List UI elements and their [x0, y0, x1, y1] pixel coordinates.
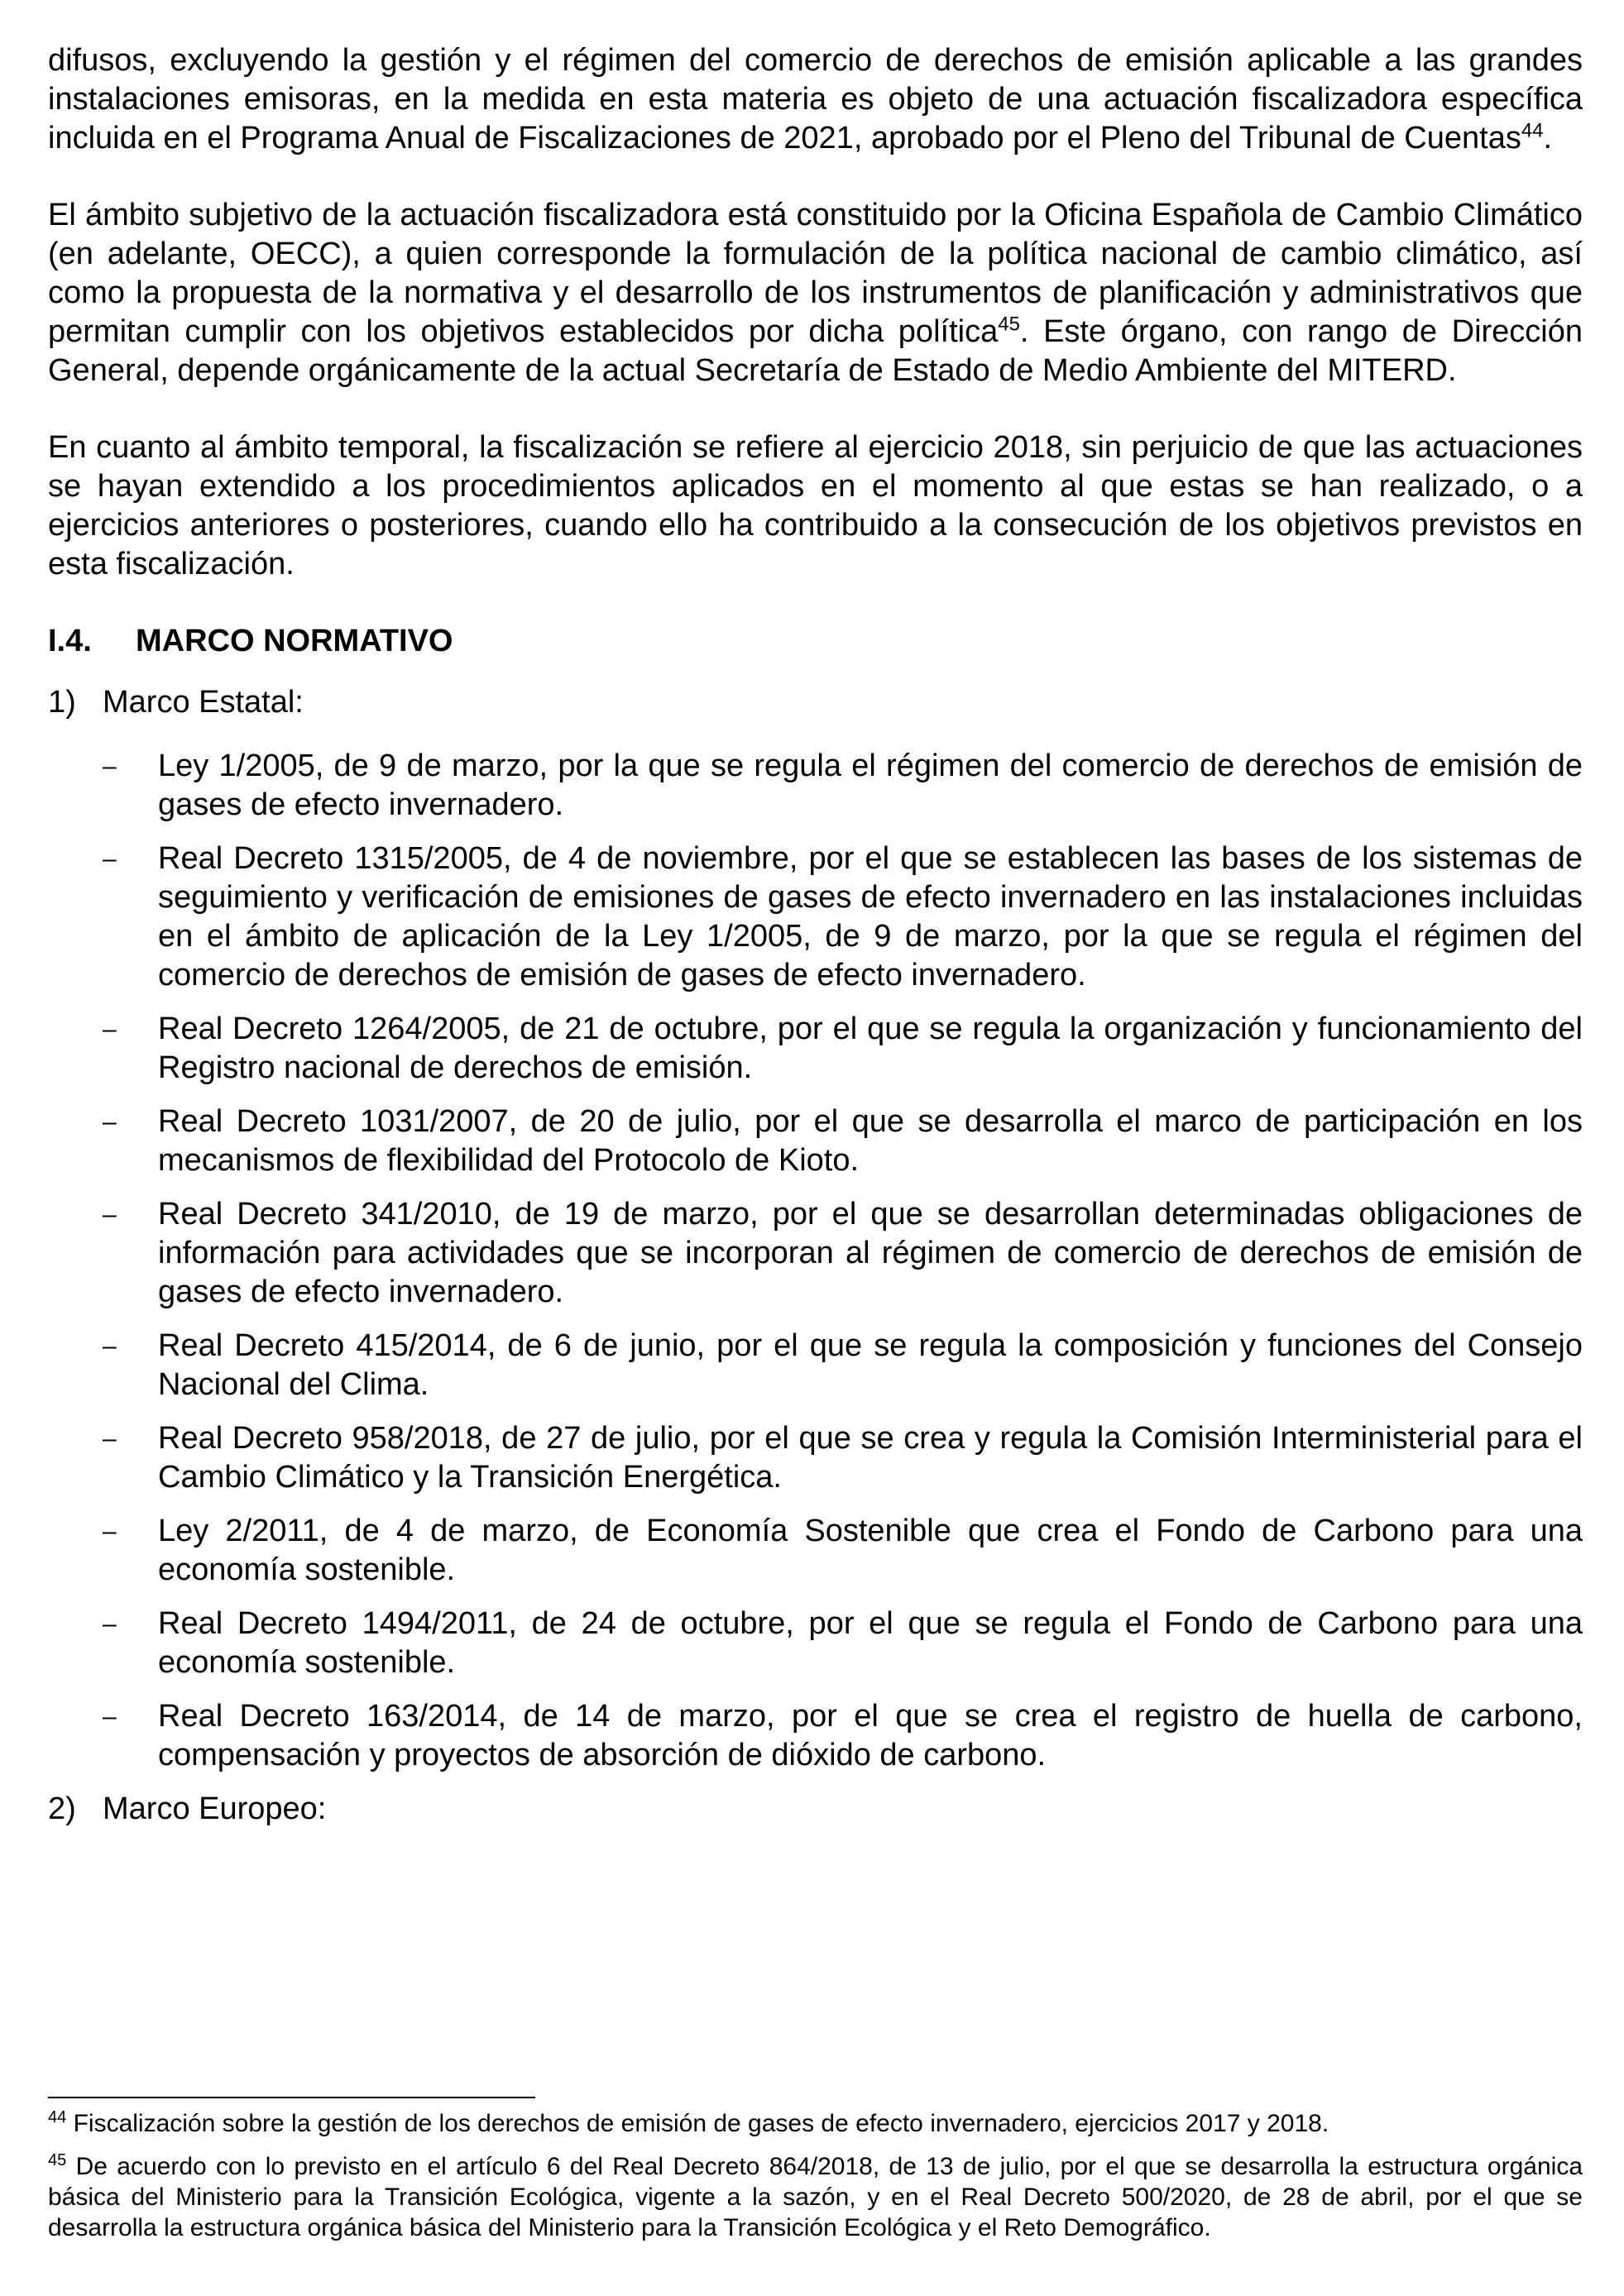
list-item: – Real Decreto 163/2014, de 14 de marzo, por el que se crea el registro de huella de carbono, compensación y proyectos de absorción de dióxido de carbono. [48, 1697, 1583, 1775]
framework-heading-europeo [48, 1790, 1583, 1829]
footnote-number: 44 [48, 2108, 67, 2126]
section-title: MARCO NORMATIVO [136, 624, 453, 658]
paragraph-scope-intro: difusos, excluyendo la gestión y el régimen del comercio de derechos de emisión aplicable a las grandes instalaciones emisoras, en la medida en esta materia es objeto de una actuación fiscalizadora específica incluida en el Programa Anual de Fiscalizaciones de 2021, aprobado por el Pleno del Tribunal de Cuentas$^{44}$. [48, 43, 1583, 155]
framework-label: Marco Estatal: [103, 685, 304, 720]
list-item: – Real Decreto 1031/2007, de 20 de julio, por el que se desarrolla el marco de participación en los mecanismos de flexibilidad del Protocolo de Kioto. [48, 1103, 1583, 1180]
footnote-ref-45[interactable]: 45 [998, 313, 1020, 336]
list-item: – Ley 1/2005, de 9 de marzo, por la que se regula el régimen del comercio de derechos de emisión de gases de efecto invernadero. [48, 747, 1583, 825]
dash-bullet-icon: – [103, 1016, 117, 1043]
dash-bullet-icon: – [103, 1425, 117, 1452]
footnotes [48, 2108, 1583, 2255]
list-item: – Ley 2/2011, de 4 de marzo, de Economía Sostenible que crea el Fondo de Carbono para una economía sostenible. [48, 1512, 1583, 1590]
footnote-separator [48, 2097, 535, 2098]
dash-bullet-icon: – [103, 1108, 117, 1136]
list-item: – Real Decreto 1315/2005, de 4 de noviembre, por el que se establecen las bases de los sistemas de seguimiento y verificación de emisiones de gases de efecto invernadero en las instalaciones incluidas en el ámbito de aplicación de la Ley 1/2005, de 9 de marzo, por la que se regula el régimen del comercio de derechos de emisión de gases de efecto invernadero. [48, 839, 1583, 995]
list-item: – Real Decreto 341/2010, de 19 de marzo, por el que se desarrollan determinadas obligaciones de información para actividades que se incorporan al régimen de comercio de derechos de emisión de gases de efecto invernadero. [48, 1195, 1583, 1312]
section-number: I.4. [48, 624, 92, 658]
framework-heading-estatal [48, 683, 1583, 722]
framework-index: 1) [48, 685, 76, 720]
framework-label: Marco Europeo: [103, 1791, 327, 1826]
dash-bullet-icon: – [103, 1703, 117, 1730]
dash-bullet-icon: – [103, 1201, 117, 1228]
dash-bullet-icon: – [103, 1518, 117, 1545]
footnote-44: $^{44}$ Fiscalización sobre la gestión de los derechos de emisión de gases de efecto invernadero, ejercicios 2017 y 2018. [48, 2108, 1329, 2137]
list-item: – Real Decreto 1494/2011, de 24 de octubre, por el que se regula el Fondo de Carbono para una economía sostenible. [48, 1605, 1583, 1682]
dash-bullet-icon: – [103, 1332, 117, 1360]
list-item: – Real Decreto 1264/2005, de 21 de octubre, por el que se regula la organización y funcionamiento del Registro nacional de derechos de emisión. [48, 1010, 1583, 1088]
dash-bullet-icon: – [103, 1610, 117, 1638]
footnote-number: 45 [48, 2151, 67, 2169]
list-item: – Real Decreto 415/2014, de 6 de junio, por el que se regula la composición y funciones del Consejo Nacional del Clima. [48, 1327, 1583, 1404]
paragraph-temporal-scope: En cuanto al ámbito temporal, la fiscalización se refiere al ejercicio 2018, sin perjuicio de que las actuaciones se hayan extendido a los procedimientos aplicados en el momento al que estas se han realizado, o a ejercicios anteriores o posteriores, cuando ello ha contribuido a la consecución de los objetivos previstos en esta fiscalización. [48, 430, 1583, 581]
paragraph-subjective-scope: El ámbito subjetivo de la actuación fiscalizadora está constituido por la Oficina Española de Cambio Climático (en adelante, OECC), a quien corresponde la formulación de la política nacional de cambio climático, así como la propuesta de la normativa y el desarrollo de los instrumentos de planificación y administrativos que permitan cumplir con los objetivos establecidos por dicha política$^{45}$. Este órgano, con rango de Dirección General, depende orgánicamente de la actual Secretaría de Estado de Medio Ambiente del MITERD. [48, 198, 1583, 388]
list-item: – Real Decreto 958/2018, de 27 de julio, por el que se crea y regula la Comisión Interministerial para el Cambio Climático y la Transición Energética. [48, 1419, 1583, 1497]
footnote-45: $^{45}$ De acuerdo con lo previsto en el artículo 6 del Real Decreto 864/2018, de 13 de julio, por el que se desarrolla la estructura orgánica básica del Ministerio para la Transición Ecológica, vigente a la sazón, y en el Real Decreto 500/2020, de 28 de abril, por el que se desarrolla la estructura orgánica básica del Ministerio para la Transición Ecológica y el Reto Demográfico. [48, 2151, 1583, 2241]
dash-bullet-icon: – [103, 753, 117, 780]
estatal-law-list [48, 747, 1583, 1775]
dash-bullet-icon: – [103, 845, 117, 873]
document-page [48, 41, 1583, 1854]
footnote-ref-44[interactable]: 44 [1521, 119, 1544, 142]
section-heading [48, 622, 1583, 661]
framework-index: 2) [48, 1791, 76, 1826]
